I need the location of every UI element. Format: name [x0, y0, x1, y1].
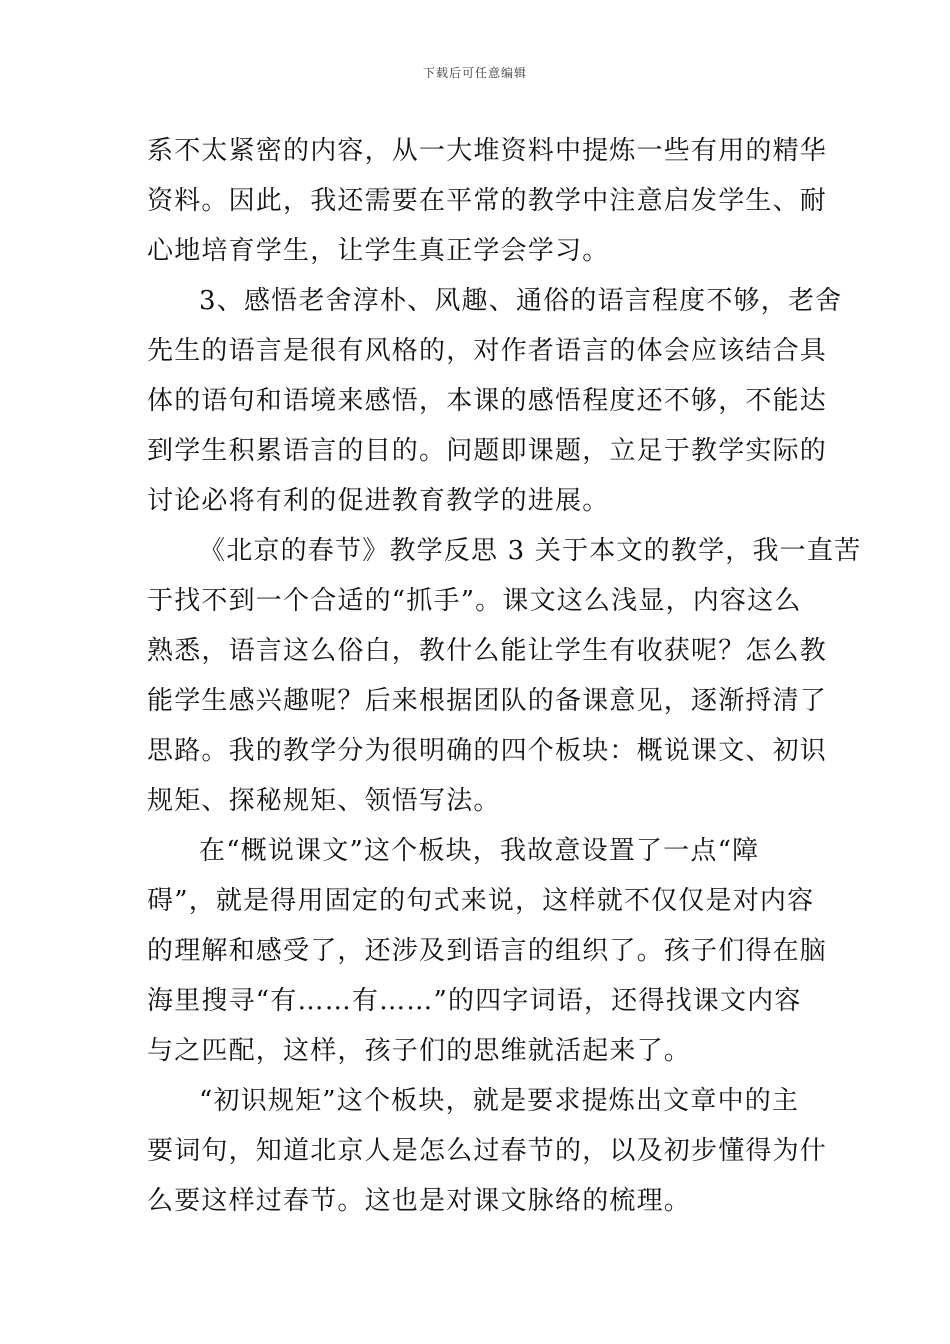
document-body — [147, 126, 862, 1226]
text-line: 熟悉，语言这么俗白，教什么能让学生有收获呢？怎么教 — [147, 636, 828, 666]
text-line: 体的语句和语境来感悟，本课的感悟程度还不够，不能达 — [147, 386, 828, 416]
text-line: 《北京的春节》教学反思 3 关于本文的教学，我一直苦 — [199, 536, 862, 566]
text-line: 先生的语言是很有风格的，对作者语言的体会应该结合具 — [147, 336, 828, 366]
text-line: 系不太紧密的内容，从一大堆资料中提炼一些有用的精华 — [147, 136, 828, 166]
text-line: 能学生感兴趣呢？后来根据团队的备课意见，逐渐捋清了 — [147, 686, 828, 716]
text-line: 于找不到一个合适的“抓手”。课文这么浅显，内容这么 — [147, 586, 802, 616]
text-line: 讨论必将有利的促进教育教学的进展。 — [147, 486, 610, 516]
text-line: 与之匹配，这样，孩子们的思维就活起来了。 — [147, 1036, 692, 1066]
text-line: 到学生积累语言的目的。问题即课题，立足于教学实际的 — [147, 436, 828, 466]
text-line: 规矩、探秘规矩、领悟写法。 — [147, 786, 501, 816]
text-line: 心地培育学生，让学生真正学会学习。 — [147, 236, 610, 266]
text-line: 要词句，知道北京人是怎么过春节的，以及初步懂得为什 — [147, 1136, 828, 1166]
text-line: 的理解和感受了，还涉及到语言的组织了。孩子们得在脑 — [147, 936, 828, 966]
text-line: 么要这样过春节。这也是对课文脉络的梳理。 — [147, 1186, 692, 1216]
text-line: “初识规矩”这个板块，就是要求提炼出文章中的主 — [199, 1086, 800, 1116]
text-line: 在“概说课文”这个板块，我故意设置了一点“障 — [199, 836, 760, 866]
text-line: 3、感悟老舍淳朴、风趣、通俗的语言程度不够，老舍 — [199, 286, 843, 316]
page-header: 下载后可任意编辑 — [422, 66, 527, 80]
text-line: 碍”，就是得用固定的句式来说，这样就不仅仅是对内容 — [147, 886, 815, 916]
text-line: 资料。因此，我还需要在平常的教学中注意启发学生、耐 — [147, 186, 828, 216]
text-line: 思路。我的教学分为很明确的四个板块：概说课文、初识 — [147, 736, 828, 766]
text-line: 海里搜寻“有……有……”的四字词语，还得找课文内容 — [147, 986, 802, 1016]
